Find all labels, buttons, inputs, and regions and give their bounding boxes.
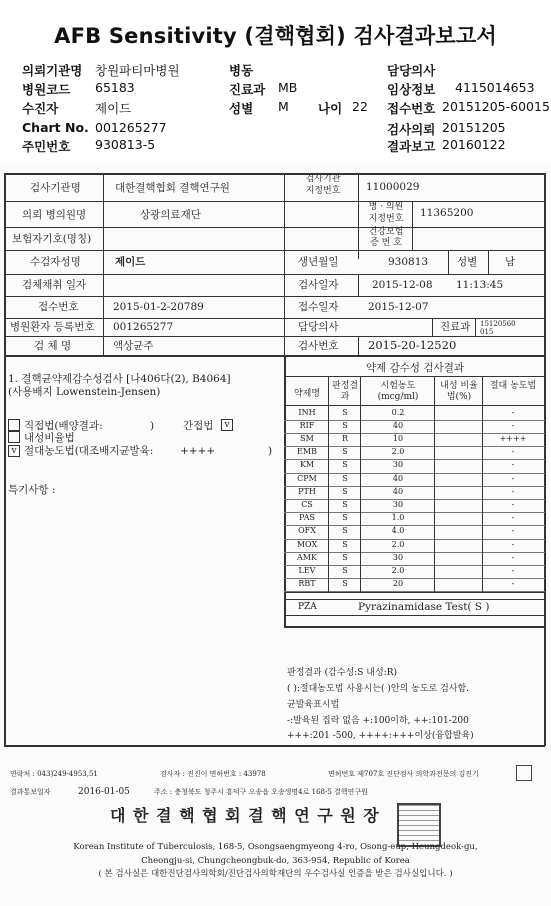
inst-code-label-2: 지정번호 <box>305 186 341 196</box>
footer-examiner: 검사자 : 진진이 면허번호 : 43978 <box>160 770 266 778</box>
hosp-reg-label: 병원환자 등록번호 <box>10 321 95 333</box>
req-code-label-2: 지정번호 <box>368 214 404 224</box>
drug-result-cell: S <box>342 579 348 589</box>
drug-conc-cell: 4.0 <box>391 526 405 536</box>
direct-method-end: ) <box>150 420 155 432</box>
drug-abs-cell: - <box>511 420 515 430</box>
row-divider <box>284 446 545 447</box>
label-chart-no: Chart No. <box>22 120 89 135</box>
dept-label: 진료과 <box>440 321 471 333</box>
row-divider <box>284 525 545 526</box>
dob-label: 생년월일 <box>298 256 339 268</box>
drug-abs-cell: - <box>511 499 515 509</box>
footer-en-1: Korean Institute of Tuberculosis, 168-5, Osongsaengmyeong 4-ro, Osong-eup, Heungdeok-gu, <box>73 842 478 852</box>
footer-contact: 연락처 : 043)249-4953,51 <box>10 770 98 778</box>
drug-result-cell: S <box>342 499 348 509</box>
legend-3: 균발육표시법 <box>287 700 340 710</box>
drug-result-cell: S <box>342 486 348 496</box>
label-sex: 성별 <box>229 101 254 116</box>
drug-drug-cell: PAS <box>299 513 315 523</box>
drug-abs-cell: ++++ <box>499 433 527 443</box>
exam-no-label: 검사번호 <box>298 340 339 352</box>
remarks-label: 특기사항 : <box>8 484 56 496</box>
drug-drug-cell: KM <box>299 460 315 470</box>
footer-cert: ( 본 검사실은 대한진단검사의학회/진단검사의학재단의 우수검사실 인증을 받은 검사실입니다. ) <box>98 869 453 879</box>
drug-abs-cell: - <box>511 539 515 549</box>
footer-report-label: 결과통보일자 <box>10 788 51 796</box>
drug-conc-cell: 1.0 <box>391 513 405 523</box>
direct-method-checkbox <box>8 419 20 431</box>
drug-result-cell: S <box>342 460 348 470</box>
label-exam-request: 검사의뢰 <box>387 122 436 137</box>
receipt-number: 20151205-60015 <box>442 99 550 114</box>
exam-no: 2015-20-12520 <box>368 338 457 352</box>
collect-label: 검체채취 일자 <box>22 279 87 291</box>
dob-value: 930813 <box>388 256 429 268</box>
row-divider <box>284 578 545 579</box>
drug-result-cell: S <box>342 539 348 549</box>
label-result-report: 결과보고 <box>387 139 436 154</box>
label-patient: 수진자 <box>22 101 59 116</box>
dept-value: 15120560 015 <box>480 320 516 336</box>
specimen-label: 검 체 명 <box>34 340 72 352</box>
legend-2: ( ):절대농도법 사용시는( )안의 농도로 검사함. <box>287 684 470 694</box>
footer-license: 면허번호 제707호 진단검사 의학과전문의 김진기 <box>328 770 479 778</box>
label-clinical-info: 임상정보 <box>387 82 436 97</box>
drug-conc-cell: 40 <box>392 473 404 483</box>
director-seal-icon <box>397 803 441 847</box>
abs-method-end: ) <box>268 445 273 457</box>
drug-abs-cell: - <box>511 460 515 470</box>
col-header-result: 판정결과 <box>331 381 359 402</box>
drug-result-cell: S <box>342 552 348 562</box>
abs-method: 절대농도법(대조배지균발육: <box>24 445 154 457</box>
hospital-code: 65183 <box>95 80 135 95</box>
inst-code: 11000029 <box>366 181 420 193</box>
legend-4: -:발육된 집락 없음 +:100이하, ++:101-200 <box>287 716 469 726</box>
drug-conc-cell: 20 <box>392 579 404 589</box>
doctor-label: 담당의사 <box>298 321 339 333</box>
footer-org: 대 한 결 핵 협 회 결 핵 연 구 원 장 <box>110 806 380 825</box>
ins-no-label-1: 건강보험 <box>368 227 404 237</box>
req-code-label-1: 병 · 의원 <box>368 202 404 212</box>
recv-no: 2015-01-2-20789 <box>113 301 204 313</box>
col-header-conc: 시험농도 (mcg/ml) <box>377 381 419 402</box>
pza-label: PZA <box>298 602 317 612</box>
indirect-method-checkbox: v <box>221 419 233 431</box>
department: MB <box>278 80 298 95</box>
drug-conc-cell: 0.2 <box>391 407 405 417</box>
drug-conc-cell: 40 <box>392 486 404 496</box>
age: 22 <box>352 99 368 114</box>
legend-5: +++:201 -500, ++++:+++이상(융합발육) <box>287 731 474 741</box>
drug-abs-cell: - <box>511 552 515 562</box>
row-divider <box>284 499 545 500</box>
drug-drug-cell: OFX <box>298 526 316 536</box>
sex-value: 남 <box>505 256 516 268</box>
requesting-institution: 창원파티마병원 <box>95 63 180 78</box>
drug-abs-cell: - <box>511 447 515 457</box>
exam-time: 11:13:45 <box>456 279 504 291</box>
exam-date-label: 검사일자 <box>298 279 339 291</box>
ins-label: 보험자기호(명칭) <box>12 233 92 245</box>
label-department: 진료과 <box>229 82 266 97</box>
drug-drug-cell: SM <box>300 433 314 443</box>
drug-drug-cell: PTH <box>298 486 316 496</box>
chart-no: 001265277 <box>95 120 167 135</box>
drug-drug-cell: AMK <box>297 552 317 562</box>
abs-growth: ++++ <box>180 445 216 457</box>
pza-value: Pyrazinamidase Test( S ) <box>358 601 490 613</box>
ins-no-label-2: 증 번 호 <box>370 238 402 248</box>
recv-date-label: 접수일자 <box>298 301 339 313</box>
drug-conc-cell: 2.0 <box>391 565 405 575</box>
resident-no: 930813-5 <box>95 137 156 152</box>
drug-drug-cell: RIF <box>299 420 315 430</box>
col-header-drug: 약제명 <box>293 389 321 399</box>
indirect-method: 간접법 <box>183 420 214 432</box>
direct-method: 직접법(배양결과: <box>24 420 103 432</box>
drug-drug-cell: RBT <box>298 579 316 589</box>
label-hospital-code: 병원코드 <box>22 82 71 97</box>
label-age: 나이 <box>318 101 343 116</box>
drug-drug-cell: CPM <box>297 473 317 483</box>
label-resident-no: 주민번호 <box>22 139 71 154</box>
row-divider <box>284 486 545 487</box>
drug-drug-cell: EMB <box>297 447 317 457</box>
drug-conc-cell: 2.0 <box>391 539 405 549</box>
patient-name: 제이드 <box>95 101 132 116</box>
drug-result-cell: S <box>342 513 348 523</box>
row-divider <box>284 552 545 553</box>
patient-value: 제이드 <box>115 256 146 268</box>
page-title: AFB Sensitivity (결핵협회) 검사결과보고서 <box>54 24 497 48</box>
abs-method-checkbox: v <box>8 445 20 457</box>
drug-result-cell: S <box>342 447 348 457</box>
scanned-report <box>0 163 551 906</box>
label-requesting-institution: 의뢰기관명 <box>22 63 83 78</box>
footer-report-date: 2016-01-05 <box>78 787 130 797</box>
recv-no-label: 접수번호 <box>38 301 79 313</box>
drug-result-cell: S <box>342 473 348 483</box>
row-divider <box>284 459 545 460</box>
req-code: 11365200 <box>420 207 474 219</box>
drug-conc-cell: 30 <box>392 552 404 562</box>
label-ward: 병동 <box>229 63 254 78</box>
drug-table-title: 약제 감수성 검사결과 <box>366 362 464 374</box>
footer-en-2: Cheongju-si, Chungcheongbuk-do, 363-954, Republic of Korea <box>141 856 410 866</box>
examiner-seal-icon <box>516 765 532 781</box>
col-header-abs: 절대 농도법 <box>489 381 537 391</box>
drug-abs-cell: - <box>511 565 515 575</box>
hosp-reg: 001265277 <box>113 321 174 333</box>
col-header-ratio: 내성 비율법(%) <box>440 381 478 402</box>
result-report-date: 20160122 <box>442 137 506 152</box>
drug-abs-cell: - <box>511 579 515 589</box>
drug-conc-cell: 2.0 <box>391 447 405 457</box>
inst-code-label-1: 검사기관 <box>305 174 341 184</box>
sex-label: 성별 <box>457 256 478 268</box>
recv-date: 2015-12-07 <box>368 301 429 313</box>
row-divider <box>284 539 545 540</box>
drug-abs-cell: - <box>511 486 515 496</box>
test-name: 1. 결핵균약제감수성검사 [나406다(2), B4064] <box>8 373 231 385</box>
inst-label: 검사기관명 <box>30 182 81 194</box>
patient-label: 수검자성명 <box>30 256 81 268</box>
ratio-method: 내성비율법 <box>24 432 75 444</box>
exam-date: 2015-12-08 <box>372 279 433 291</box>
row-divider <box>284 565 545 566</box>
specimen-value: 액상균주 <box>113 340 154 352</box>
drug-result-cell: S <box>342 565 348 575</box>
drug-abs-cell: - <box>511 526 515 536</box>
label-attending-doctor: 담당의사 <box>387 63 436 78</box>
drug-result-cell: S <box>342 407 348 417</box>
exam-request-date: 20151205 <box>442 120 506 135</box>
req-label: 의뢰 병의원명 <box>22 209 87 221</box>
inst-value: 대한결핵협회 결핵연구원 <box>115 182 230 194</box>
label-receipt-number: 접수번호 <box>387 101 436 116</box>
drug-drug-cell: LEV <box>298 565 316 575</box>
drug-conc-cell: 30 <box>392 499 404 509</box>
drug-abs-cell: - <box>511 473 515 483</box>
row-divider <box>284 473 545 474</box>
drug-drug-cell: CS <box>301 499 313 509</box>
drug-abs-cell: - <box>511 407 515 417</box>
drug-drug-cell: MOX <box>296 539 318 549</box>
drug-result-cell: S <box>342 526 348 536</box>
drug-drug-cell: INH <box>298 407 316 417</box>
clinical-info: 4115014653 <box>455 80 535 95</box>
drug-result-cell: S <box>342 420 348 430</box>
drug-abs-cell: - <box>511 513 515 523</box>
drug-conc-cell: 40 <box>392 420 404 430</box>
drug-conc-cell: 30 <box>392 460 404 470</box>
req-value: 상광의료재단 <box>140 209 201 221</box>
ratio-method-checkbox <box>8 431 20 443</box>
drug-result-cell: R <box>341 433 349 443</box>
legend-1: 판정결과 (감수성:S 내성:R) <box>287 668 397 678</box>
drug-conc-cell: 10 <box>392 433 404 443</box>
row-divider <box>284 420 545 421</box>
footer-address: 주소 : 충청북도 청주시 흥덕구 오송읍 오송생명4로 168-5 결핵연구원 <box>154 788 368 796</box>
sex: M <box>278 99 289 114</box>
row-divider <box>284 512 545 513</box>
medium-name: (사용배지 Lowenstein-Jensen) <box>8 386 161 398</box>
